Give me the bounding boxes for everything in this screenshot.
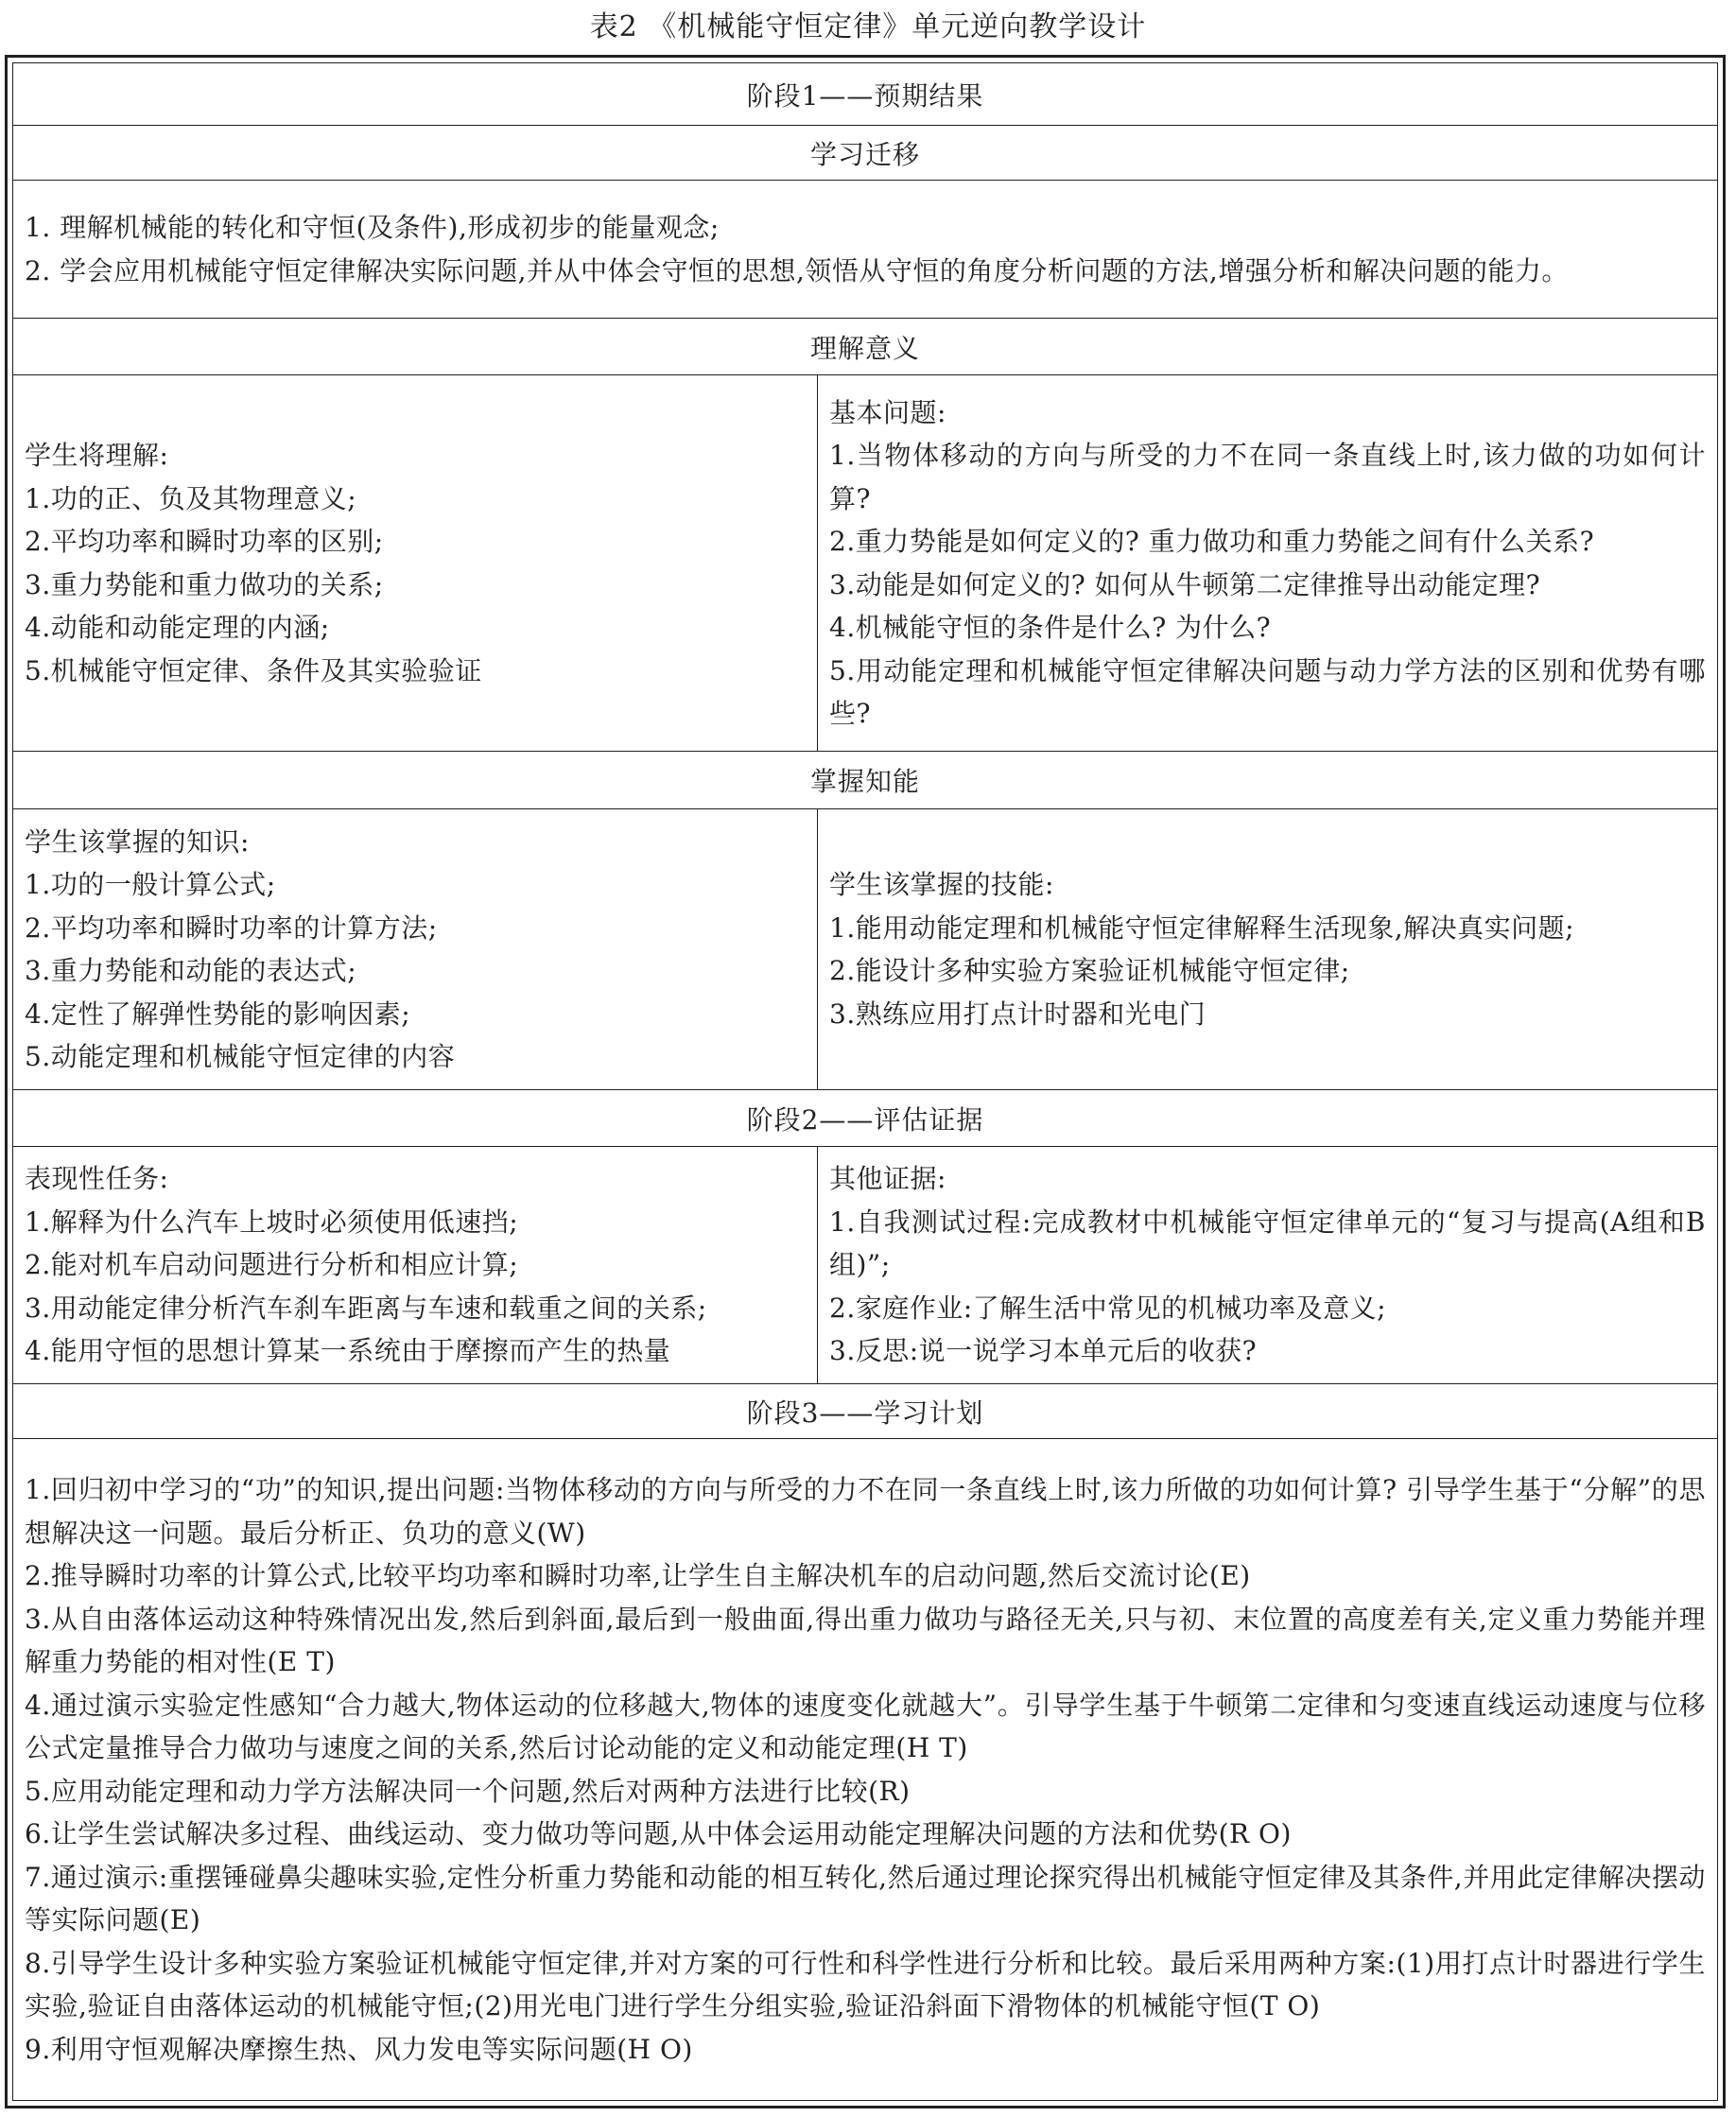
stage2-left-title: 表现性任务:	[25, 1163, 169, 1195]
plan-item: 8.引导学生设计多种实验方案验证机械能守恒定律,并对方案的可行性和科学性进行分析和比较。最后采用两种方案:(1)用打点计时器进行学生实验,验证自由落体运动的机械能守恒;(2)用光电门进行学生分组实验,验证沿斜面下滑物体的机械能守恒(T O)	[25, 1947, 1706, 2022]
mastery-right-item: 3.熟练应用打点计时器和光电门	[829, 998, 1207, 1030]
mastery-right-title: 学生该掌握的技能:	[829, 869, 1054, 900]
transfer-row	[13, 181, 1717, 319]
mastery-left-title: 学生该掌握的知识:	[25, 825, 250, 858]
plan-item: 5.应用动能定理和动力学方法解决同一个问题,然后对两种方法进行比较(R)	[25, 1775, 911, 1807]
stage2-row	[13, 1147, 1717, 1384]
plan-item: 7.通过演示:重摆锤碰鼻尖趣味实验,定性分析重力势能和动能的相互转化,然后通过理论探究得出机械能守恒定律及其条件,并用此定律解决摆动等实际问题(E)	[25, 1861, 1706, 1935]
mastery-left-item: 4.定性了解弹性势能的影响因素;	[25, 998, 411, 1030]
meaning-right-item: 5.用动能定理和机械能守恒定律解决问题与动力学方法的区别和优势有哪些?	[829, 654, 1706, 729]
mastery-right-item: 2.能设计多种实验方案验证机械能守恒定律;	[829, 955, 1350, 986]
stage2-left-item: 2.能对机车启动问题进行分析和相应计算;	[25, 1249, 519, 1281]
stage1-title: 阶段1——预期结果	[746, 79, 984, 112]
design-table	[5, 55, 1726, 2108]
meaning-left-item: 1.功的正、负及其物理意义;	[25, 482, 357, 514]
stage3-title: 阶段3——学习计划	[746, 1397, 984, 1429]
transfer-item: 1. 理解机械能的转化和守恒(及条件),形成初步的能量观念;	[25, 212, 720, 243]
transfer-header	[13, 126, 1717, 181]
plan-item: 9.利用守恒观解决摩擦生热、风力发电等实际问题(H O)	[25, 2033, 693, 2065]
stage2-right-cell	[818, 1147, 1717, 1383]
meaning-left-item: 2.平均功率和瞬时功率的区别;	[25, 526, 384, 557]
stage2-right-item: 2.家庭作业:了解生活中常见的机械功率及意义;	[829, 1292, 1387, 1324]
meaning-header	[13, 319, 1717, 375]
meaning-right-item: 4.机械能守恒的条件是什么? 为什么?	[829, 612, 1272, 643]
mastery-right-item: 1.能用动能定理和机械能守恒定律解释生活现象,解决真实问题;	[829, 911, 1575, 944]
mastery-left-item: 5.动能定理和机械能守恒定律的内容	[25, 1041, 456, 1072]
stage3-header	[13, 1384, 1717, 1439]
meaning-left-item: 4.动能和动能定理的内涵;	[25, 612, 330, 643]
meaning-left-item: 3.重力势能和重力做功的关系;	[25, 568, 384, 600]
stage3-row	[13, 1439, 1717, 2100]
plan-item: 6.让学生尝试解决多过程、曲线运动、变力做功等问题,从中体会运用动能定理解决问题的方法和优势(R O)	[25, 1818, 1292, 1849]
stage2-right-title: 其他证据:	[829, 1163, 946, 1195]
stage2-left-cell	[13, 1147, 818, 1383]
stage1-header	[13, 63, 1717, 126]
design-table-inner	[12, 62, 1718, 2101]
mastery-left-cell	[13, 809, 818, 1089]
meaning-row	[13, 375, 1717, 752]
mastery-left-item: 1.功的一般计算公式;	[25, 869, 276, 900]
transfer-cell	[13, 181, 1717, 318]
meaning-left-cell	[13, 375, 818, 751]
mastery-row	[13, 809, 1717, 1090]
stage3-cell	[13, 1439, 1717, 2100]
stage2-left-item: 1.解释为什么汽车上坡时必须使用低速挡;	[25, 1206, 519, 1238]
plan-item: 4.通过演示实验定性感知“合力越大,物体运动的位移越大,物体的速度变化就越大”。引导学生基于牛顿第二定律和匀变速直线运动速度与位移公式定量推导合力做功与速度之间的关系,然后讨论动能的定义和动能定理(H T)	[25, 1689, 1706, 1763]
meaning-title: 理解意义	[809, 332, 920, 364]
stage2-left-item: 4.能用守恒的思想计算某一系统由于摩擦而产生的热量	[25, 1335, 671, 1367]
table-caption: 表2 《机械能守恒定律》单元逆向教学设计	[589, 10, 1147, 43]
stage2-right-item: 3.反思:说一说学习本单元后的收获?	[829, 1335, 1258, 1367]
plan-item: 3.从自由落体运动这种特殊情况出发,然后到斜面,最后到一般曲面,得出重力做功与路径无关,只与初、末位置的高度差有关,定义重力势能并理解重力势能的相对性(E T)	[25, 1603, 1706, 1677]
meaning-left-title: 学生将理解:	[25, 440, 169, 471]
stage2-right-item: 1.自我测试过程:完成教材中机械能守恒定律单元的“复习与提高(A组和B组)”;	[829, 1206, 1706, 1281]
meaning-right-cell	[818, 375, 1717, 751]
mastery-left-item: 2.平均功率和瞬时功率的计算方法;	[25, 911, 438, 944]
mastery-title: 掌握知能	[809, 766, 920, 797]
meaning-right-title: 基本问题:	[829, 396, 946, 428]
mastery-left-item: 3.重力势能和动能的表达式;	[25, 955, 357, 986]
transfer-title: 学习迁移	[809, 138, 920, 170]
mastery-header	[13, 752, 1717, 809]
plan-item: 1.回归初中学习的“功”的知识,提出问题:当物体移动的方向与所受的力不在同一条直线上时,该力所做的功如何计算? 引导学生基于“分解”的思想解决这一问题。最后分析正、负功的意义(W)	[25, 1474, 1706, 1549]
plan-item: 2.推导瞬时功率的计算公式,比较平均功率和瞬时功率,让学生自主解决机车的启动问题,然后交流讨论(E)	[25, 1560, 1251, 1591]
transfer-item: 2. 学会应用机械能守恒定律解决实际问题,并从中体会守恒的思想,领悟从守恒的角度分析问题的方法,增强分析和解决问题的能力。	[25, 254, 1569, 286]
mastery-right-cell	[818, 809, 1717, 1089]
meaning-left-item: 5.机械能守恒定律、条件及其实验验证	[25, 654, 482, 686]
stage2-title: 阶段2——评估证据	[746, 1103, 984, 1136]
stage2-left-item: 3.用动能定律分析汽车刹车距离与车速和载重之间的关系;	[25, 1292, 707, 1324]
meaning-right-item: 2.重力势能是如何定义的? 重力做功和重力势能之间有什么关系?	[829, 526, 1595, 557]
stage2-header	[13, 1090, 1717, 1147]
meaning-right-item: 1.当物体移动的方向与所受的力不在同一条直线上时,该力做的功如何计算?	[829, 440, 1706, 514]
meaning-right-item: 3.动能是如何定义的? 如何从牛顿第二定律推导出动能定理?	[829, 568, 1541, 600]
